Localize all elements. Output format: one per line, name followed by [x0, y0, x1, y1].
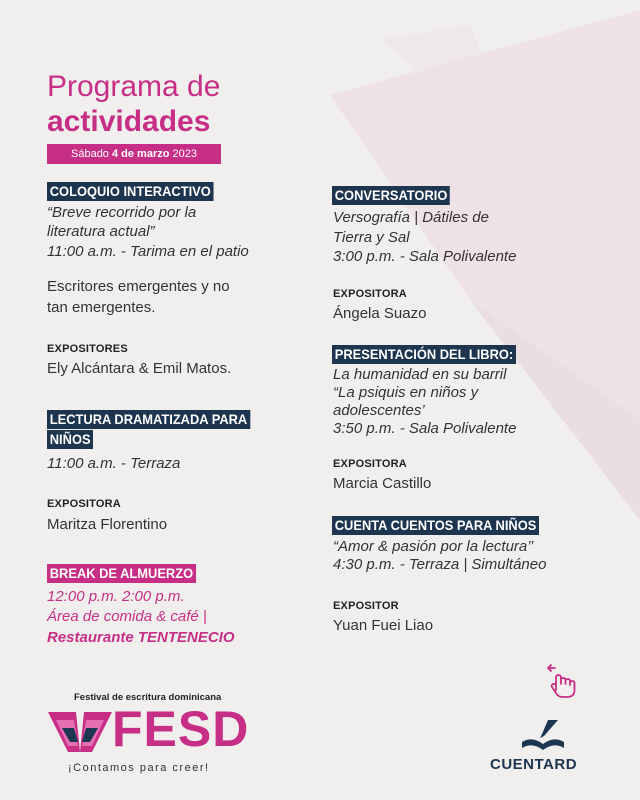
break-line-3: Restaurante TENTENECIO: [47, 629, 235, 646]
lectura-tag-line-2: NIÑOS: [47, 430, 93, 449]
presentacion-time: 3:50 p.m. - Sala Polivalente: [333, 420, 517, 437]
date-prefix: Sábado: [71, 148, 112, 160]
fesd-slogan: ¡Contamos para creer!: [68, 762, 210, 774]
cuenta-name: Yuan Fuei Liao: [333, 617, 434, 634]
conversatorio-tag-label: CONVERSATORIO: [332, 186, 450, 205]
conversatorio-subtitle-1: Versografía | Dátiles de: [333, 209, 489, 226]
conversatorio-name: Ángela Suazo: [333, 305, 427, 322]
open-book-logo: [48, 708, 112, 756]
cuenta-label: EXPOSITOR: [333, 600, 399, 612]
conversatorio-time: 3:00 p.m. - Sala Polivalente: [333, 248, 517, 265]
presentacion-line-3: adolescentes’: [333, 402, 425, 419]
break-line-2: Área de comida & café |: [47, 608, 207, 625]
date-suffix: 2023: [169, 148, 197, 160]
coloquio-time: 11:00 a.m. - Tarima en el patio: [47, 243, 249, 260]
lectura-time: 11:00 a.m. - Terraza: [47, 455, 181, 472]
hand-pointer-icon[interactable]: [544, 660, 584, 700]
presentacion-tag-label: PRESENTACIÓN DEL LIBRO:: [332, 345, 516, 364]
coloquio-desc-2: tan emergentes.: [47, 299, 156, 316]
coloquio-subtitle-1: “Breve recorrido por la: [47, 204, 197, 221]
coloquio-tag-label: COLOQUIO INTERACTIVO: [47, 182, 214, 201]
presentacion-line-1: La humanidad en su barril: [333, 366, 507, 383]
title-line-1: Programa de: [47, 70, 221, 103]
cuenta-tag-label: CUENTA CUENTOS PARA NIÑOS: [332, 516, 539, 535]
conversatorio-label: EXPOSITORA: [333, 288, 407, 300]
date-bold: 4 de marzo: [111, 148, 170, 160]
cuenta-tag: [332, 516, 557, 536]
date-banner: [47, 144, 221, 164]
cuenta-line-1: “Amor & pasión por la lectura’’: [333, 538, 534, 555]
coloquio-tag: [47, 182, 228, 202]
page-title: [47, 72, 220, 137]
title-line-2: actividades: [47, 105, 211, 138]
conversatorio-subtitle-2: Tierra y Sal: [333, 229, 410, 246]
presentacion-line-2: “La psiquis en niños y: [333, 384, 479, 401]
lectura-label: EXPOSITORA: [47, 498, 121, 510]
lectura-tag-line-1: LECTURA DRAMATIZADA PARA: [47, 410, 250, 429]
lectura-tag: [47, 410, 268, 450]
cuenta-time: 4:30 p.m. - Terraza | Simultáneo: [333, 556, 547, 573]
break-tag-label: BREAK DE ALMUERZO: [47, 564, 196, 583]
break-line-1: 12:00 p.m. 2:00 p.m.: [47, 588, 185, 605]
coloquio-label: EXPOSITORES: [47, 343, 128, 355]
fesd-caption: Festival de escritura dominicana: [74, 692, 222, 703]
conversatorio-tag: [332, 186, 460, 206]
presentacion-tag: [332, 345, 532, 365]
coloquio-subtitle-2: literatura actual”: [47, 223, 155, 240]
coloquio-names: Ely Alcántara & Emil Matos.: [47, 360, 232, 377]
presentacion-label: EXPOSITORA: [333, 458, 407, 470]
pen-book-logo: [518, 718, 568, 754]
lectura-name: Maritza Florentino: [47, 516, 168, 533]
cuentard-wordmark: CUENTARD: [490, 756, 578, 773]
coloquio-desc-1: Escritores emergentes y no: [47, 278, 230, 295]
fesd-wordmark: FESD: [112, 701, 250, 757]
break-tag: [47, 564, 209, 584]
presentacion-name: Marcia Castillo: [333, 475, 432, 492]
